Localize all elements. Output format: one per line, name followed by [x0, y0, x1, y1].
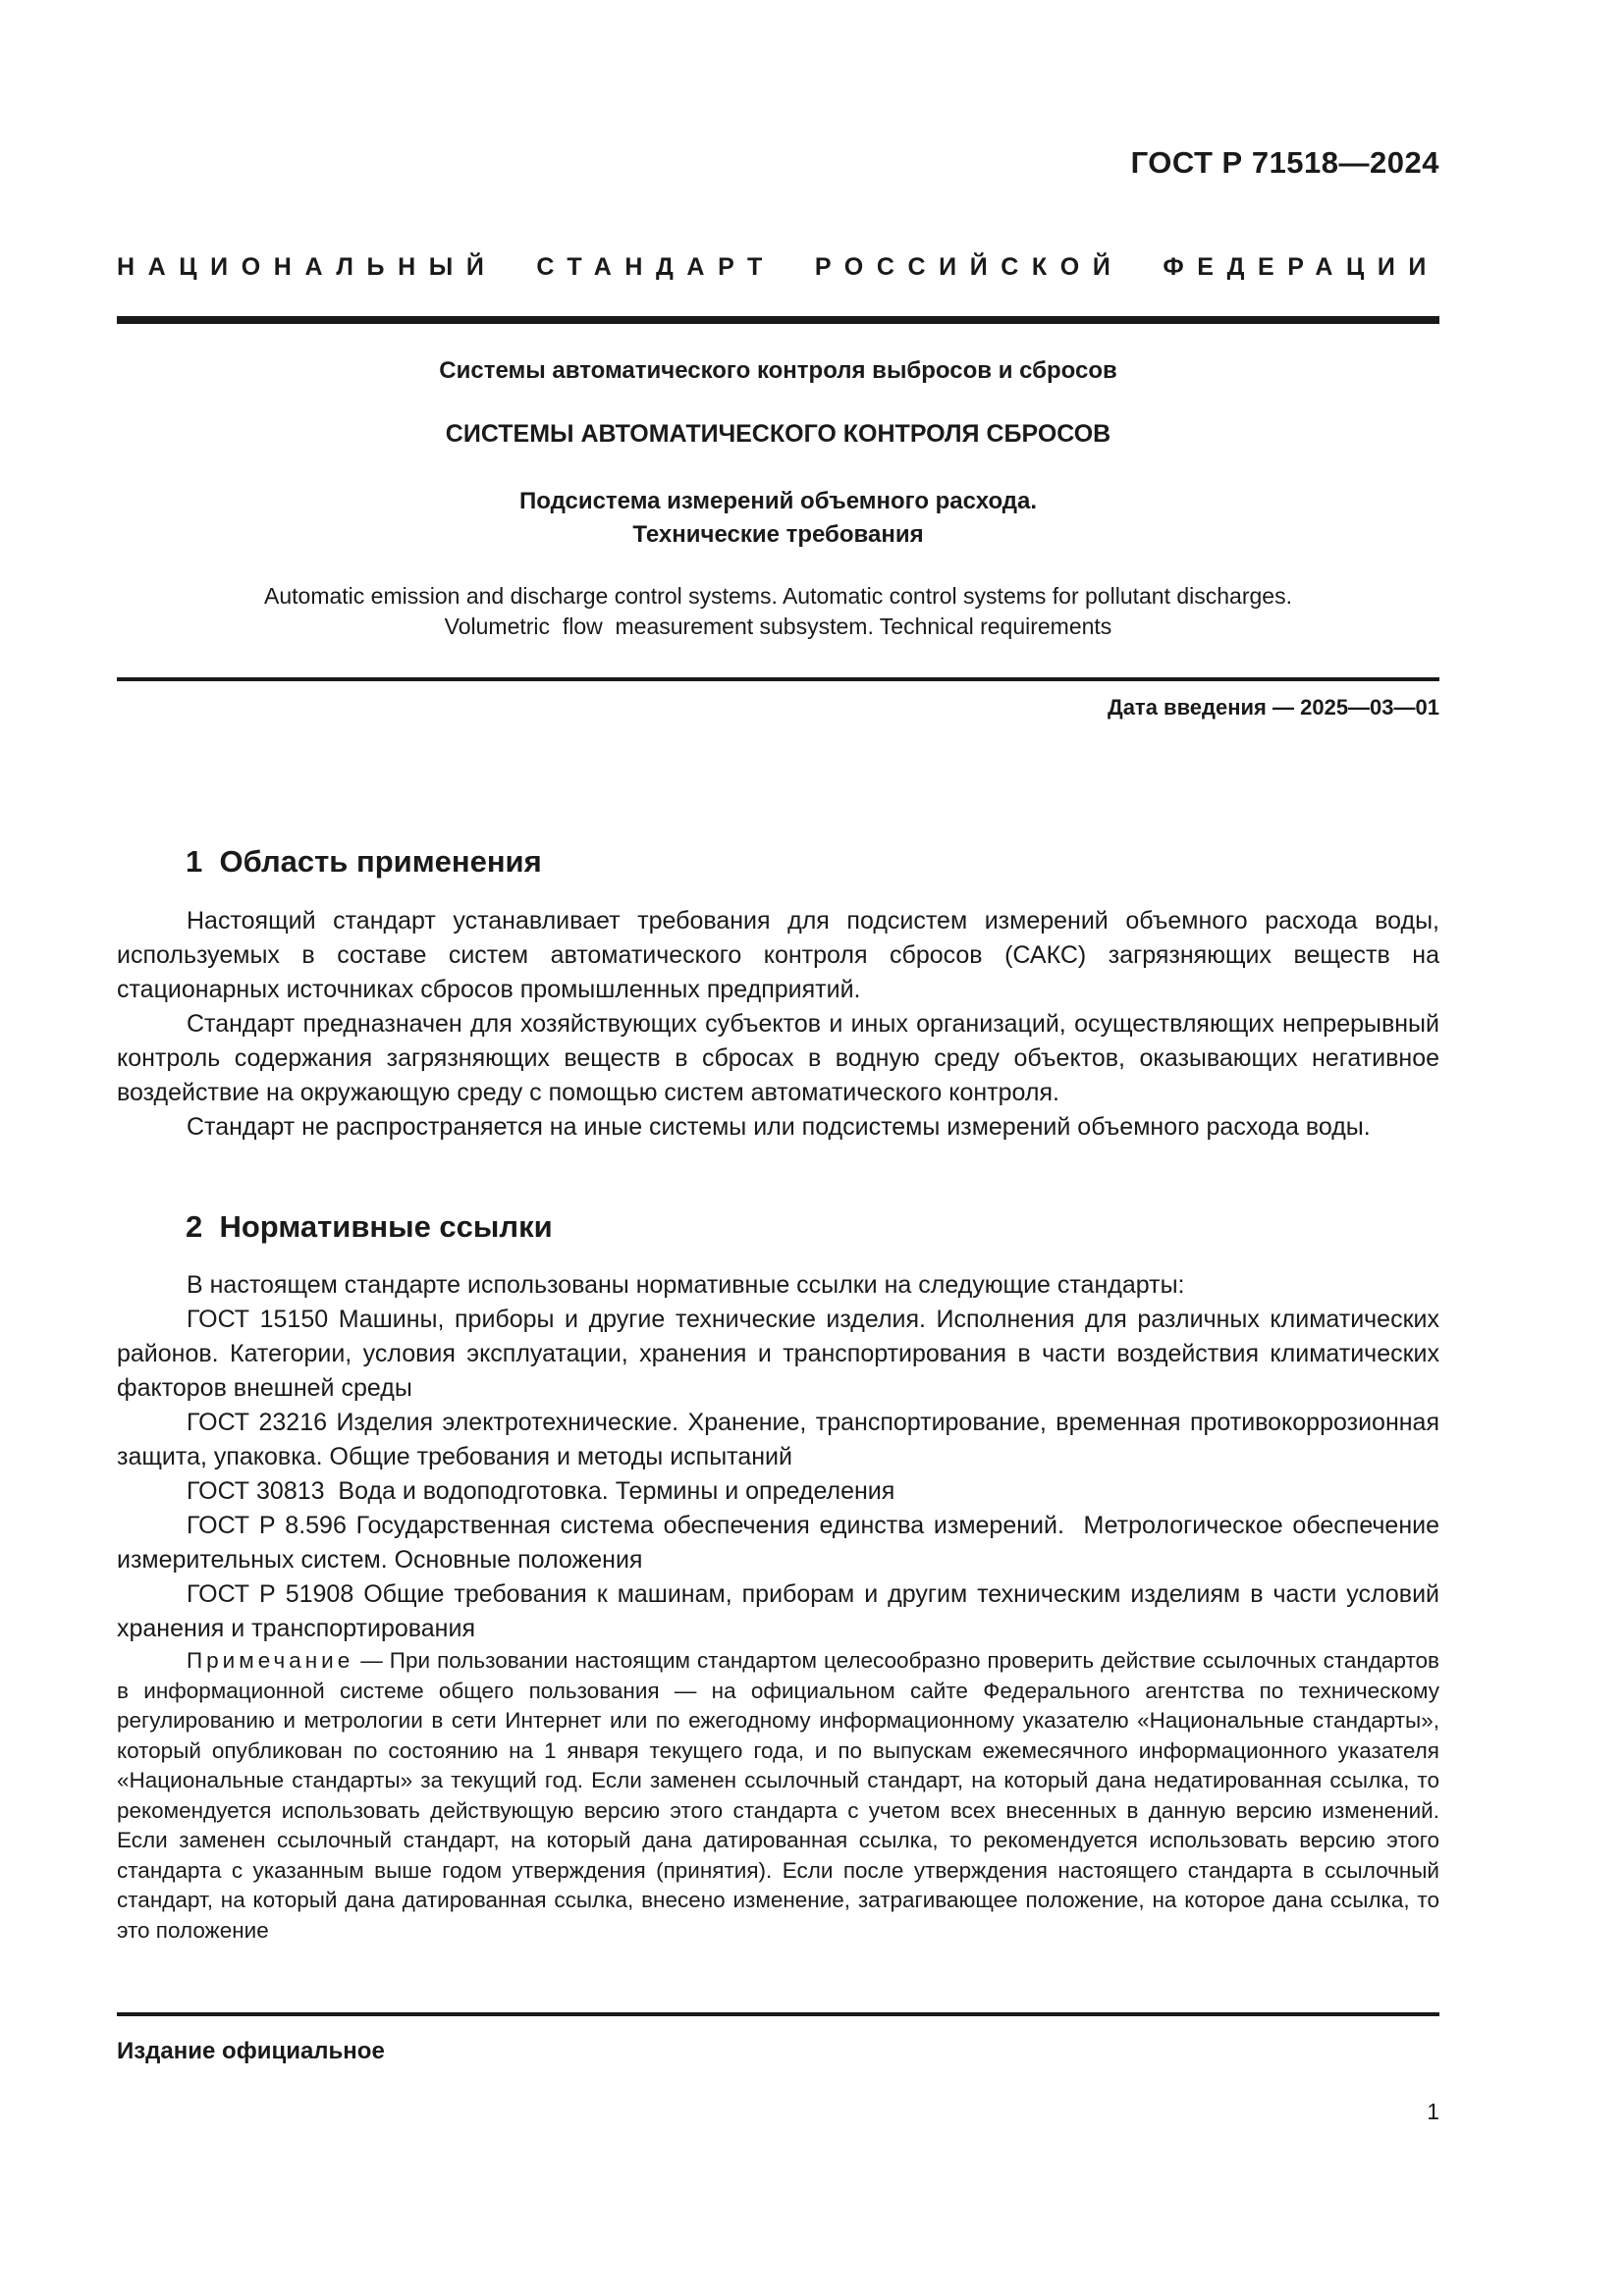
section-1-paragraph: Стандарт предназначен для хозяйствующих субъектов и иных организаций, осуществляющих непрерывный контроль содержания загрязняющих веществ в сбросах в водную среду объектов, оказывающих негативное воздействие на окружающую среду с помощью систем автоматического контроля. — [117, 1010, 1439, 1106]
normative-reference-item: ГОСТ 30813 Вода и водоподготовка. Термины и определения — [187, 1477, 895, 1505]
section-2-heading: 2 Нормативные ссылки — [186, 1209, 553, 1244]
document-number: ГОСТ Р 71518—2024 — [1130, 145, 1439, 180]
sub-title-line-2: Технические требования — [632, 521, 924, 548]
normative-reference-item: ГОСТ 23216 Изделия электротехнические. Хранение, транспортирование, временная противокоррозионная защита, упаковка. Общие требования и методы испытаний — [117, 1409, 1439, 1470]
english-title-line-1: Automatic emission and discharge control systems. Automatic control systems for pollutant discharges. — [264, 583, 1292, 609]
sub-title — [117, 485, 1439, 552]
section-1-paragraph: Настоящий стандарт устанавливает требования для подсистем измерений объемного расхода воды, используемых в составе систем автоматического контроля сбросов (САКС) загрязняющих веществ на стационарных источниках сбросов промышленных предприятий. — [117, 907, 1439, 1003]
main-title: СИСТЕМЫ АВТОМАТИЧЕСКОГО КОНТРОЛЯ СБРОСОВ — [445, 420, 1111, 448]
section-1-body — [117, 904, 1439, 1145]
note-block — [117, 1646, 1439, 1946]
section-2-body — [117, 1268, 1446, 1646]
official-edition-label: Издание официальное — [117, 2038, 385, 2064]
page-number: 1 — [1427, 2099, 1439, 2124]
english-title — [117, 581, 1439, 642]
normative-reference-item: ГОСТ 15150 Машины, приборы и другие технические изделия. Исполнения для различных климатических районов. Категории, условия эксплуатации, хранения и транспортирования в части воздействия климатических факторов внешней среды — [117, 1306, 1439, 1402]
normative-reference-intro: В настоящем стандарте использованы нормативные ссылки на следующие стандарты: — [187, 1271, 1185, 1299]
note-text: — При пользовании настоящим стандартом целесообразно проверить действие ссылочных стандартов в информационной системе общего пользования — на официальном сайте Федерального агентства по техническому регулированию и метрологии в сети Интернет или по ежегодному информационному указателю «Национальные стандарты», который опубликован по состоянию на 1 января текущего года, и по выпускам ежемесячного информационного указателя «Национальные стандарты» за текущий год. Если заменен ссылочный стандарт, на который дана недатированная ссылка, то рекомендуется использовать действующую версию этого стандарта с учетом всех внесенных в данную версию изменений. Если заменен ссылочный стандарт, на который дана датированная ссылка, то рекомендуется использовать версию этого стандарта с указанным выше годом утверждения (принятия). Если после утверждения настоящего стандарта в ссылочный стандарт, на который дана датированная ссылка, внесено изменение, затрагивающее положение, на которое дана ссылка, то это положение — [117, 1648, 1439, 1943]
sub-title-line-1: Подсистема измерений объемного расхода. — [518, 488, 1038, 514]
normative-reference-item: ГОСТ Р 51908 Общие требования к машинам, приборам и другим техническим изделиям в части условий хранения и транспортирования — [117, 1580, 1439, 1642]
national-standard-title: НАЦИОНАЛЬНЫЙ СТАНДАРТ РОССИЙСКОЙ ФЕДЕРАЦИИ — [117, 253, 1439, 281]
section-1-heading: 1 Область применения — [186, 844, 542, 879]
english-title-line-2: Volumetric flow measurement subsystem. Technical requirements — [444, 614, 1112, 639]
series-title: Системы автоматического контроля выбросов и сбросов — [439, 357, 1117, 384]
introduction-date: Дата введения — 2025—03—01 — [1108, 695, 1439, 720]
footer-divider — [117, 2012, 1439, 2016]
note-label: Примечание — [187, 1648, 354, 1673]
title-divider — [117, 677, 1439, 681]
normative-reference-item: ГОСТ Р 8.596 Государственная система обеспечения единства измерений. Метрологическое обеспечение измерительных систем. Основные положения — [117, 1512, 1446, 1574]
section-1-paragraph: Стандарт не распространяется на иные системы или подсистемы измерений объемного расхода воды. — [187, 1113, 1371, 1141]
top-divider — [117, 316, 1439, 324]
